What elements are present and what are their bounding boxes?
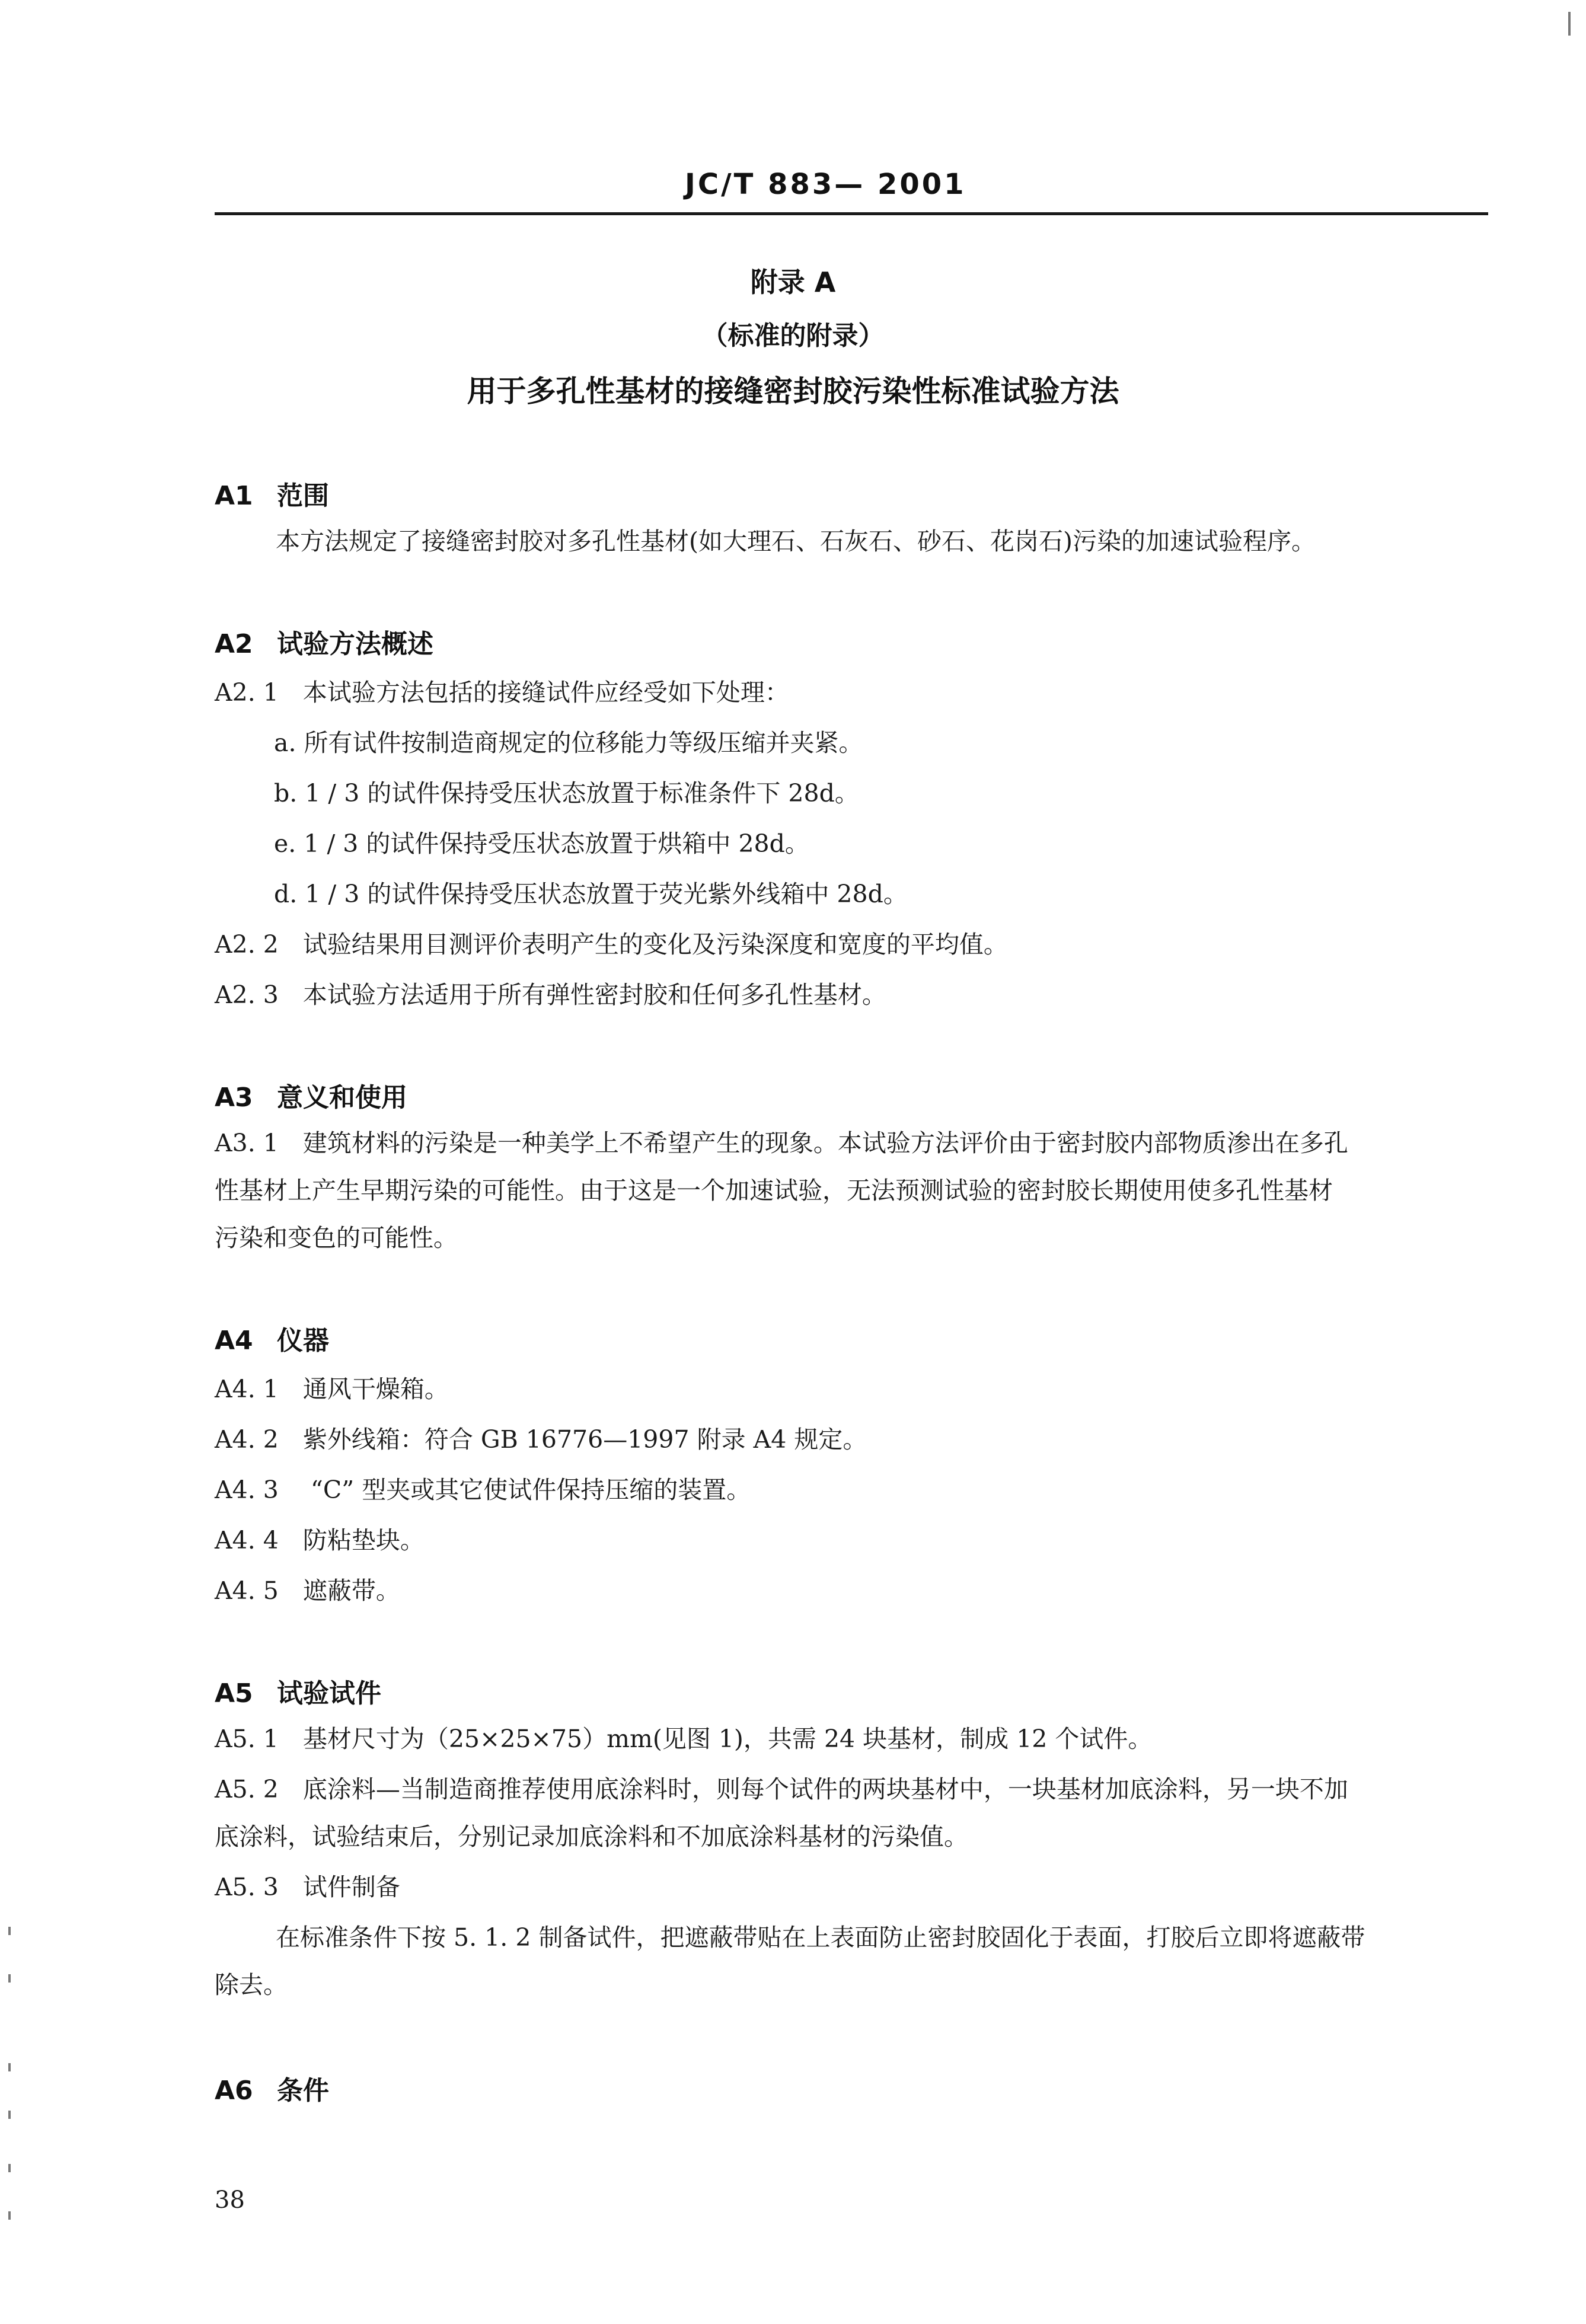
a5-3-line1: 在标准条件下按 5. 1. 2 制备试件，把遮蔽带贴在上表面防止密封胶固化于表面，打胶后立即将遮蔽带 (276, 1923, 1365, 1952)
scan-speck (8, 2063, 11, 2071)
section-number: A4 (215, 1326, 253, 1356)
a3-1-line1: A3. 1 建筑材料的污染是一种美学上不希望产生的现象。本试验方法评价由于密封胶内部物质渗出在多孔 (215, 1129, 1348, 1157)
section-number: A2 (215, 629, 253, 659)
a2-item-b: b. 1 / 3 的试件保持受压状态放置于标准条件下 28d。 (274, 779, 859, 807)
appendix-label: 附录 A (750, 266, 836, 298)
scan-speck (8, 2164, 11, 2172)
section-a6-heading (215, 2069, 329, 2107)
a2-2-text: A2. 2 试验结果用目测评价表明产生的变化及污染深度和宽度的平均值。 (215, 930, 1008, 959)
scan-speck (8, 1974, 11, 1983)
scan-speck (8, 2111, 11, 2119)
a3-1-line2: 性基材上产生早期污染的可能性。由于这是一个加速试验，无法预测试验的密封胶长期使用使多孔性基材 (215, 1176, 1333, 1205)
a4-3-text: A4. 3 “C” 型夹或其它使试件保持压缩的装置。 (215, 1476, 751, 1504)
section-number: A3 (215, 1083, 253, 1113)
a2-item-c: e. 1 / 3 的试件保持受压状态放置于烘箱中 28d。 (274, 829, 809, 858)
a4-4-text: A4. 4 防粘垫块。 (215, 1526, 425, 1554)
scan-speck (1568, 12, 1571, 36)
section-title: 范围 (277, 481, 329, 511)
section-a5-heading (215, 1672, 381, 1710)
a2-1-text: A2. 1 本试验方法包括的接缝试件应经受如下处理： (215, 678, 789, 707)
a4-5-text: A4. 5 遮蔽带。 (215, 1576, 400, 1605)
page-number: 38 (215, 2186, 245, 2214)
section-title: 意义和使用 (277, 1083, 407, 1113)
header-rule (215, 212, 1488, 215)
a1-text: 本方法规定了接缝密封胶对多孔性基材(如大理石、石灰石、砂石、花岗石)污染的加速试验程序。 (276, 527, 1316, 556)
section-number: A6 (215, 2076, 253, 2106)
section-number: A1 (215, 481, 253, 511)
section-title: 仪器 (277, 1326, 329, 1356)
a2-3-text: A2. 3 本试验方法适用于所有弹性密封胶和任何多孔性基材。 (215, 981, 886, 1009)
a5-2-line1: A5. 2 底涂料—当制造商推荐使用底涂料时，则每个试件的两块基材中，一块基材加底涂料，另一块不加 (215, 1775, 1348, 1803)
section-a2-heading (215, 622, 433, 660)
scan-speck (8, 2211, 11, 2220)
section-number: A5 (215, 1678, 253, 1709)
a5-3-heading: A5. 3 试件制备 (215, 1873, 400, 1901)
a2-item-d: d. 1 / 3 的试件保持受压状态放置于荧光紫外线箱中 28d。 (274, 880, 908, 908)
section-a4-heading (215, 1319, 329, 1357)
section-a1-heading (215, 474, 329, 512)
appendix-type: （标准的附录） (701, 321, 885, 351)
a5-3-line2: 除去。 (215, 1971, 288, 1999)
section-title: 条件 (277, 2076, 329, 2106)
a4-2-text: A4. 2 紫外线箱：符合 GB 16776—1997 附录 A4 规定。 (215, 1425, 867, 1454)
a3-1-line3: 污染和变色的可能性。 (215, 1224, 458, 1252)
a5-2-line2: 底涂料，试验结束后，分别记录加底涂料和不加底涂料基材的污染值。 (215, 1822, 968, 1851)
section-title: 试验试件 (277, 1678, 381, 1709)
section-a3-heading (215, 1076, 407, 1114)
a4-1-text: A4. 1 通风干燥箱。 (215, 1375, 449, 1403)
a2-item-a: a. 所有试件按制造商规定的位移能力等级压缩并夹紧。 (274, 729, 863, 757)
standard-number-header: JC/T 883— 2001 (685, 168, 966, 201)
a5-1-text: A5. 1 基材尺寸为（25×25×75）mm(见图 1)，共需 24 块基材，制成 12 个试件。 (215, 1725, 1153, 1753)
appendix-title: 用于多孔性基材的接缝密封胶污染性标准试验方法 (467, 374, 1119, 408)
scan-speck (8, 1927, 11, 1935)
section-title: 试验方法概述 (277, 629, 433, 659)
